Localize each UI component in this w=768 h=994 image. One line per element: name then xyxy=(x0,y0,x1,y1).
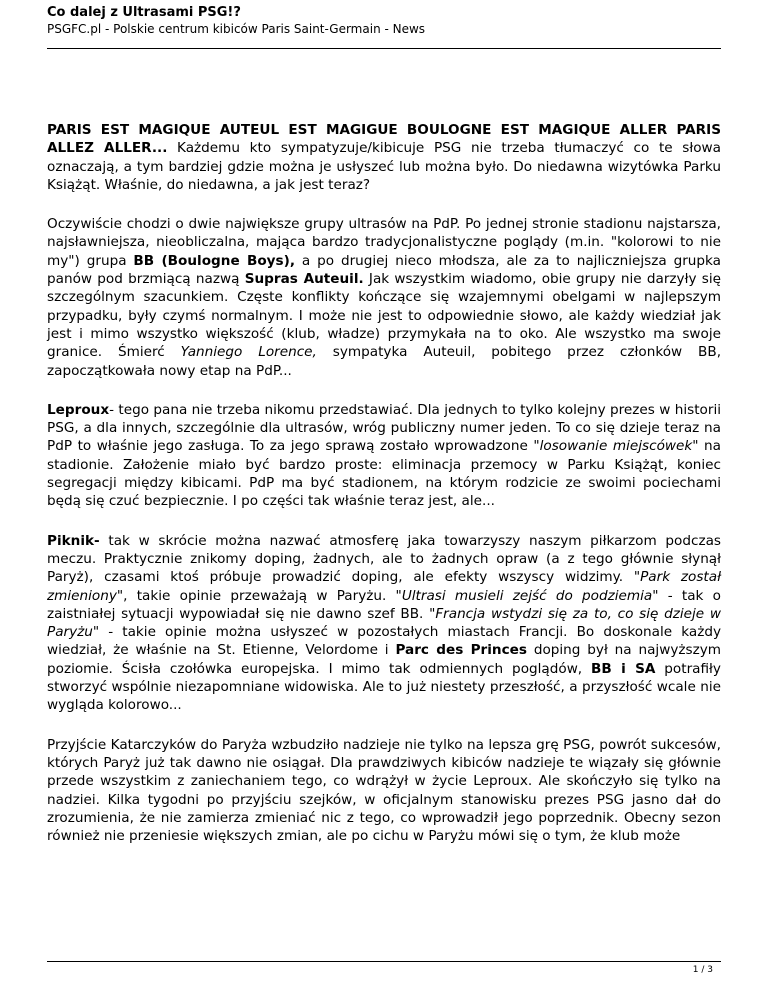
site-subtitle: PSGFC.pl - Polskie centrum kibiców Paris Saint-Germain - News xyxy=(47,22,426,36)
bold-text: Piknik- xyxy=(47,532,100,549)
bold-text: BB (Boulogne Boys), xyxy=(133,252,295,269)
paragraph xyxy=(47,401,721,511)
paragraph xyxy=(47,121,721,194)
italic-text: Francja wstydzi się za to, co się dzieje w Paryżu xyxy=(47,605,721,641)
bold-text: BB i SA xyxy=(591,660,656,677)
text: Oczywiście chodzi o dwie największe grupy ultrasów na PdP. Po jednej stronie stadionu najstarsza, najsławniejsza, nieobliczalna, mająca bardzo tradycjonalistyczne poglądy (m.in. "kolorowi to nie my") grupa xyxy=(47,216,721,269)
text: a po drugiej nieco młodsza, ale za to najliczniejsza grupka panów pod brzmiącą nazwą xyxy=(47,252,721,288)
italic-text: Ultrasi musieli zejść do podziemia xyxy=(401,587,653,604)
bold-text: PARIS EST MAGIQUE AUTEUL EST MAGIGUE BOULOGNE EST MAGIQUE ALLER PARIS ALLEZ ALLER... xyxy=(47,122,721,157)
text: ", takie opinie przeważają w Paryżu. " xyxy=(116,587,402,604)
italic-text: Yanniego Lorence, xyxy=(180,344,317,361)
footer-divider xyxy=(47,961,721,962)
text: doping był na najwyższym poziomie. Ścisła czołówka europejska. I mimo tak odmiennych poglądów, xyxy=(47,642,722,677)
italic-text: losowanie miejscówek xyxy=(539,438,693,455)
page-number: 1 / 3 xyxy=(692,965,713,975)
header-divider xyxy=(47,48,721,49)
bold-text: Supras Auteuil. xyxy=(244,271,364,288)
paragraph xyxy=(47,215,721,380)
document-title: Co dalej z Ultrasami PSG!? xyxy=(47,5,241,20)
text: Każdemu kto sympatyzuje/kibicuje PSG nie trzeba tłumaczyć co te słowa oznaczają, a tym bardziej gdzie można je usłyszeć lub można było. Do niedawna wizytówka Parku Książąt. Właśnie, do niedawna, a jak jest teraz? xyxy=(47,140,722,193)
text: " na stadionie. Założenie miało być bardzo proste: eliminacja przemocy w Parku Książąt, koniec segregacji między kibicami. PdP ma być stadionem, na którym rodzicie ze swoimi pociechami będą się czuć bezpiecznie. I po części tak właśnie teraz jest, ale... xyxy=(47,438,722,510)
text: - tego pana nie trzeba nikomu przedstawiać. Dla jednych to tylko kolejny prezes w historii PSG, a dla innych, szczególnie dla ultrasów, wróg publiczny numer jeden. To co się dzieje teraz na PdP to właśnie jego zasługa. To za jego sprawą zostało wprowadzone " xyxy=(47,401,721,455)
italic-text: Park został zmieniony xyxy=(47,569,721,604)
text: Przyjście Katarczyków do Paryża wzbudziło nadzieje nie tylko na lepsza grę PSG, powrót sukcesów, których Paryż już tak dawno nie osiągał. Dla prawdziwych kibiców nadzieje te wiązały się głównie przede wszystkim z zaniechaniem tego, co wdrążył w życie Leproux. Ale skończyło się tylko na nadziei. Kilka tygodni po przyjściu szejków, w oficjalnym stanowisku prezes PSG jasno dał do zrozumienia, że nie zamierza zmieniać nic z tego, co wprowadził jego poprzednik. Obecny sezon również nie przeniesie większych zmian, ale po cichu w Paryżu mówi się o tym, że klub może xyxy=(47,736,721,845)
paragraph xyxy=(47,532,721,715)
text: Jak wszystkim wiadomo, obie grupy nie darzyły się szczególnym szacunkiem. Częste konflikty kończące się wzajemnymi obelgami w najlepszym przypadku, były czymś normalnym. I może nie jest to odpowiednie słowo, ale każdy wiedział jak jest i mimo wszystko większość (klub, władze) przymykała na to oko. Ale wszystko ma swoje granice. Śmierć xyxy=(47,271,721,361)
bold-text: Leproux xyxy=(47,401,110,418)
text: " - tak o zaistniałej sytuacji wypowiadał się nie dawno szef BB. " xyxy=(47,587,721,622)
text: sympatyka Auteuil, pobitego przez członków BB, zapoczątkowała nowy etap na PdP... xyxy=(47,344,722,379)
text: tak w skrócie można nazwać atmosferę jaka towarzyszy naszym piłkarzom podczas meczu. Praktycznie znikomy doping, żadnych, ale to żadnych opraw (a z tego głównie słynął Paryż), czasami ktoś próbuje prowadzić doping, ale efekty wszyscy widzimy. " xyxy=(47,532,721,586)
paragraph xyxy=(47,736,721,846)
page-header xyxy=(47,4,727,37)
text: potrafiły stworzyć wspólnie niezapomniane widowiska. Ale to już niestety przeszłość, a przyszłość wcale nie wygląda kolorowo... xyxy=(47,660,721,714)
bold-text: Parc des Princes xyxy=(395,642,527,659)
text: " - takie opinie można usłyszeć w pozostałych miastach Francji. Bo doskonale każdy wiedział, że właśnie na St. Etienne, Velordome i xyxy=(47,624,721,659)
article-body xyxy=(47,121,721,866)
